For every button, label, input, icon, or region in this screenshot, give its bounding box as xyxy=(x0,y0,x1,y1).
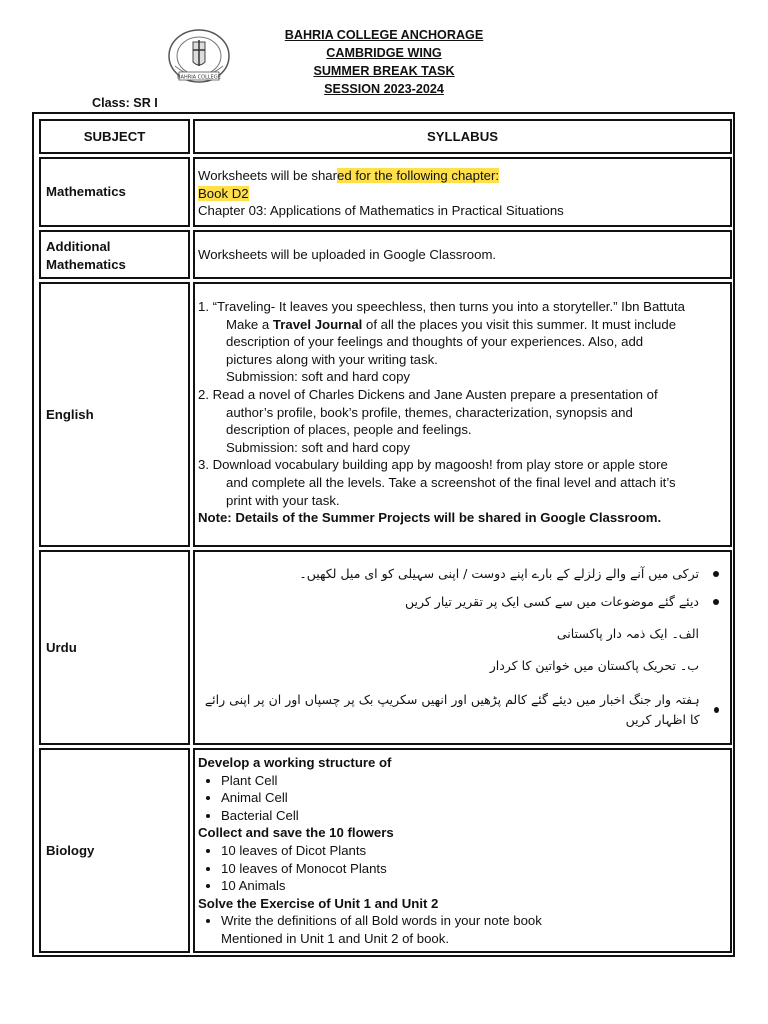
column-header-syllabus: SYLLABUS xyxy=(193,119,732,154)
list-item: • Write the definitions of all Bold words in your note book Mentioned in Unit 1 and Unit 2 of book. xyxy=(221,912,727,947)
list-item: • 10 leaves of Monocot Plants xyxy=(221,860,727,878)
syllabus-additional-mathematics: Worksheets will be uploaded in Google Classroom. xyxy=(193,230,732,279)
list-item: • 10 Animals xyxy=(221,877,727,895)
subject-biology: Biology xyxy=(39,748,190,953)
list-item: • Animal Cell xyxy=(221,789,727,807)
english-task-1: 1. “Traveling- It leaves you speechless, then turns you into a storyteller.” Ibn Battuta Make a Travel Journal of all the places you visit this summer. It must include description of your feelings and thoughts of your experiences. Also, add pictures along with your writing task. Submission: soft and hard copy xyxy=(198,299,685,385)
biology-heading-1: Develop a working structure of xyxy=(198,755,392,770)
document-header xyxy=(230,26,538,98)
biology-heading-3: Solve the Exercise of Unit 1 and Unit 2 xyxy=(198,895,439,911)
bullet-icon xyxy=(713,599,719,605)
biology-list-3 xyxy=(198,912,727,947)
urdu-task-1: ترکی میں آنے والے زلزلے کے بارے اپنے دوست / اپنی سہیلی کو ای میل لکھیں۔ xyxy=(198,564,727,584)
syllabus-table xyxy=(32,112,735,957)
math-book: Book D2 xyxy=(198,185,249,201)
english-task-3: 3. Download vocabulary building app by magoosh! from play store or apple store and complete all the levels. Take a screenshot of the final level and attach it’s print with your task. xyxy=(198,457,676,508)
college-name: BAHRIA COLLEGE ANCHORAGE xyxy=(284,28,484,42)
class-label: Class: SR I xyxy=(92,96,158,110)
english-note: Note: Details of the Summer Projects will be shared in Google Classroom. xyxy=(198,510,662,526)
subject-mathematics: Mathematics xyxy=(39,157,190,227)
list-item: • 10 leaves of Dicot Plants xyxy=(221,842,727,860)
college-logo xyxy=(163,28,235,88)
math-chapter: Chapter 03: Applications of Mathematics in Practical Situations xyxy=(198,203,564,219)
urdu-task-2: دیئے گئے موضوعات میں سے کسی ایک پر تقریر تیار کریں xyxy=(198,592,727,612)
syllabus-mathematics xyxy=(193,157,732,227)
english-task-2: 2. Read a novel of Charles Dickens and Jane Austen prepare a presentation of author’s profile, book’s profile, themes, characterization, synopsis and description of places, people and feelings. Submission: soft and hard copy xyxy=(198,386,658,455)
wing-name: CAMBRIDGE WING xyxy=(326,46,442,60)
syllabus-english xyxy=(193,282,732,547)
urdu-topic-2: ب۔ تحریک پاکستان میں خواتین کا کردار xyxy=(489,658,699,673)
column-header-subject: SUBJECT xyxy=(39,119,190,154)
bullet-icon xyxy=(714,707,719,713)
svg-text:BAHRIA COLLEGE: BAHRIA COLLEGE xyxy=(177,74,221,81)
math-line-1: Worksheets will be shared for the following chapter: xyxy=(198,168,500,183)
biology-heading-2: Collect and save the 10 flowers xyxy=(198,825,394,841)
syllabus-urdu xyxy=(193,550,732,745)
bullet-icon xyxy=(713,571,719,577)
urdu-task-3: ہفتہ وار جنگ اخبار میں دیئے گئے کالم پڑھیں اور انھیں سکریپ بک پر چسپاں اور ان پر اپنی رائے کا اظہار کریں xyxy=(198,690,727,730)
list-item: • Bacterial Cell xyxy=(221,807,727,825)
biology-list-1 xyxy=(198,772,727,825)
syllabus-biology xyxy=(193,748,732,953)
subject-additional-mathematics: Additional Mathematics xyxy=(39,230,190,279)
task-title: SUMMER BREAK TASK xyxy=(313,64,455,78)
subject-urdu: Urdu xyxy=(39,550,190,745)
biology-list-2 xyxy=(198,842,727,895)
list-item: • Plant Cell xyxy=(221,772,727,790)
urdu-topic-1: الف۔ ایک ذمہ دار پاکستانی xyxy=(556,626,699,641)
session-label: SESSION 2023-2024 xyxy=(324,82,444,96)
subject-english: English xyxy=(39,282,190,547)
